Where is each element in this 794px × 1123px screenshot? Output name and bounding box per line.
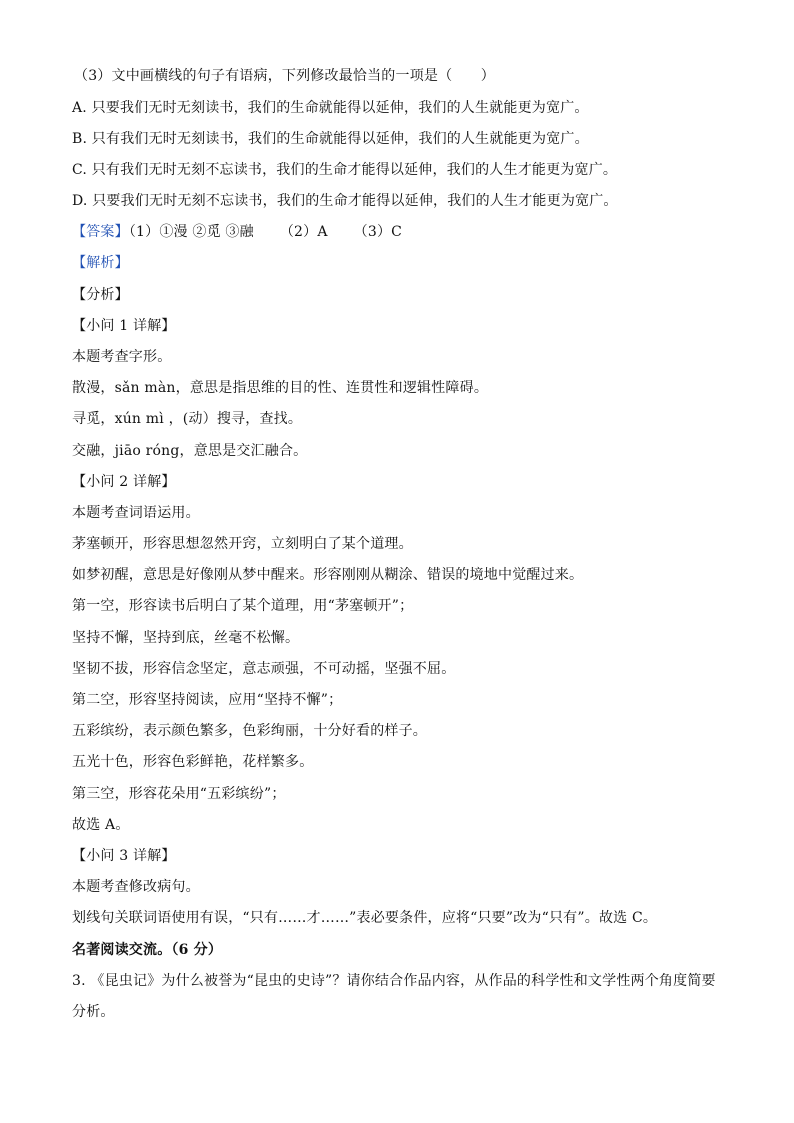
paragraph: 五彩缤纷，表示颜色繁多，色彩绚丽，十分好看的样子。 (72, 723, 427, 739)
sub-question-1-heading: 【小问 1 详解】 (72, 318, 176, 334)
paragraph: 如梦初醒，意思是好像刚从梦中醒来。形容刚刚从糊涂、错误的境地中觉醒过来。 (72, 567, 584, 583)
paragraph: 茅塞顿开，形容思想忽然开窍，立刻明白了某个道理。 (72, 536, 413, 552)
answer-label: 【答案】 (72, 224, 129, 240)
analysis-heading: 【解析】 (72, 255, 129, 271)
paragraph: 第三空，形容花朵用“五彩缤纷”； (72, 786, 286, 802)
paragraph: 故选 A。 (72, 817, 130, 833)
option-b: B. 只有我们无时无刻读书，我们的生命就能得以延伸，我们的人生就能更为宽广。 (72, 131, 589, 147)
paragraph: 本题考查字形。 (72, 349, 172, 365)
question-3-text-cont: 分析。 (72, 1004, 115, 1020)
paragraph: 划线句关联词语使用有误，“只有……才……”表必要条件，应将“只要”改为“只有”。故选 C。 (72, 910, 658, 926)
option-a: A. 只要我们无时无刻读书，我们的生命就能得以延伸，我们的人生就能更为宽广。 (72, 100, 589, 116)
answer-q1: （1）①漫 ②觅 ③融 (128, 224, 254, 240)
paragraph: 五光十色，形容色彩鲜艳，花样繁多。 (72, 754, 314, 770)
paragraph: 本题考查修改病句。 (72, 879, 200, 895)
answer-q2: （2）A (279, 224, 328, 240)
paragraph: 散漫，sǎn màn，意思是指思维的目的性、连贯性和逻辑性障碍。 (72, 380, 489, 396)
question-3-prompt: （3）文中画横线的句子有语病，下列修改最恰当的一项是（ ） (74, 68, 495, 84)
answer-line (72, 222, 402, 242)
paragraph: 坚韧不拔，形容信念坚定，意志顽强，不可动摇，坚强不屈。 (72, 661, 456, 677)
sub-question-3-heading: 【小问 3 详解】 (72, 848, 176, 864)
paragraph: 第一空，形容读书后明白了某个道理，用“茅塞顿开”； (72, 598, 414, 614)
sub-question-2-heading: 【小问 2 详解】 (72, 474, 176, 490)
option-c: C. 只有我们无时无刻不忘读书，我们的生命才能得以延伸，我们的人生才能更为宽广。 (72, 162, 618, 178)
paragraph: 交融，jiāo róng，意思是交汇融合。 (72, 443, 308, 459)
paragraph: 寻觅，xún mì ，(动）搜寻，查找。 (72, 411, 303, 427)
fenxi-heading: 【分析】 (72, 287, 129, 303)
paragraph: 坚持不懈，坚持到底，丝毫不松懈。 (72, 630, 300, 646)
option-d: D. 只要我们无时无刻不忘读书，我们的生命才能得以延伸，我们的人生才能更为宽广。 (72, 193, 618, 209)
section-heading: 名著阅读交流。（6 分） (72, 942, 223, 958)
paragraph: 第二空，形容坚持阅读，应用“坚持不懈”； (72, 692, 343, 708)
paragraph: 本题考查词语运用。 (72, 505, 200, 521)
answer-q3: （3）C (353, 224, 403, 240)
question-3-text: 3. 《昆虫记》为什么被誉为“昆虫的史诗”？请你结合作品内容，从作品的科学性和文学性两个角度简要 (72, 973, 716, 989)
